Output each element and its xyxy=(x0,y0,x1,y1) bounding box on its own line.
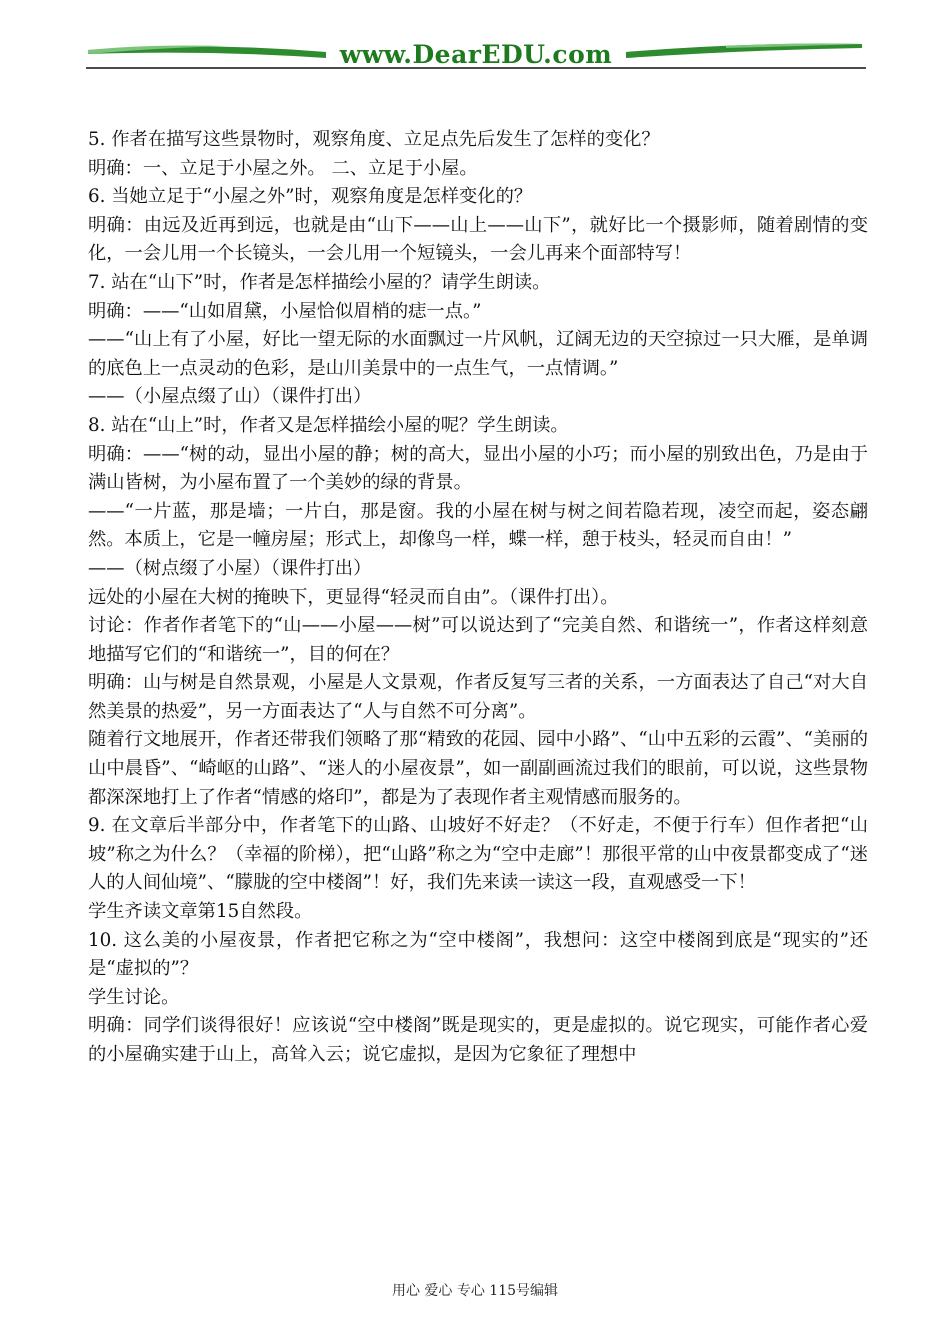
paragraph: 8. 站在“山上”时，作者又是怎样描绘小屋的呢？学生朗读。 xyxy=(88,414,569,436)
paragraph: 明确：——“山如眉黛，小屋恰似眉梢的痣一点。” xyxy=(88,300,482,322)
paragraph: 学生齐读文章第15自然段。 xyxy=(88,901,313,923)
paragraph: 10. 这么美的小屋夜景，作者把它称之为“空中楼阁”，我想问：这空中楼阁到底是“现实的”还是“虚拟的”？ xyxy=(88,929,868,980)
paragraph: 明确：一、立足于小屋之外。 二、立足于小屋。 xyxy=(88,157,478,179)
paragraph: 9. 在文章后半部分中，作者笔下的山路、山坡好不好走？（不好走，不便于行车）但作者把“山坡”称之为什么？（幸福的阶梯），把“山路”称之为“空中走廊”！那很平常的山中夜景都变成了“迷人的人间仙境”、“朦胧的空中楼阁”！好，我们先来读一读这一段，直观感受一下！ xyxy=(88,815,868,894)
paragraph: ——“一片蓝，那是墙；一片白，那是窗。我的小屋在树与树之间若隐若现，凌空而起，姿态翩然。本质上，它是一幢房屋；形式上，却像鸟一样，蝶一样，憩于枝头，轻灵而自由！” xyxy=(88,500,868,551)
paragraph: 学生讨论。 xyxy=(88,986,180,1008)
paragraph: 明确：山与树是自然景观，小屋是人文景观，作者反复写三者的关系，一方面表达了自己“对大自然美景的热爱”，另一方面表达了“人与自然不可分离”。 xyxy=(88,672,868,722)
paragraph: 随着行文地展开，作者还带我们领略了那“精致的花园、园中小路”、“山中五彩的云霞”、“美丽的山中晨昏”、“崎岖的山路”、“迷人的小屋夜景”，如一副副画流过我们的眼前，可以说，这些景物都深深地打上了作者“情感的烙印”，都是为了表现作者主观情感而服务的。 xyxy=(88,729,868,808)
paragraph: 远处的小屋在大树的掩映下，更显得“轻灵而自由”。（课件打出）。 xyxy=(88,586,619,608)
document-body xyxy=(88,126,868,1070)
site-logo: www.DearEDU.com xyxy=(339,40,613,69)
paragraph: 6. 当她立足于“小屋之外”时，观察角度是怎样变化的？ xyxy=(88,186,533,208)
paragraph: 明确：由远及近再到远，也就是由“山下——山上——山下”，就好比一个摄影师，随着剧情的变化，一会儿用一个长镜头，一会儿用一个短镜头，一会儿再来个面部特写！ xyxy=(88,214,868,265)
paragraph: 7. 站在“山下”时，作者是怎样描绘小屋的？请学生朗读。 xyxy=(88,271,551,293)
paragraph: ——（小屋点缀了山）（课件打出） xyxy=(88,386,372,408)
paragraph: 明确：同学们谈得很好！应该说“空中楼阁”既是现实的，更是虚拟的。说它现实，可能作者心爱的小屋确实建于山上，高耸入云；说它虚拟，是因为它象征了理想中 xyxy=(88,1015,868,1065)
paragraph: ——“山上有了小屋，好比一望无际的水面飘过一片风帆，辽阔无边的天空掠过一只大雁，是单调的底色上一点灵动的色彩，是山川美景中的一点生气，一点情调。” xyxy=(88,329,868,379)
paragraph: 明确：——“树的动，显出小屋的静；树的高大，显出小屋的小巧；而小屋的别致出色，乃是由于满山皆树，为小屋布置了一个美妙的绿的背景。 xyxy=(88,443,868,494)
paragraph: ——（树点缀了小屋）（课件打出） xyxy=(88,557,372,579)
paragraph: 5. 作者在描写这些景物时，观察角度、立足点先后发生了怎样的变化？ xyxy=(88,129,660,150)
page-footer: 用心 爱心 专心 115号编辑 xyxy=(391,1283,559,1299)
page-header xyxy=(86,36,866,74)
paragraph: 讨论：作者作者笔下的“山——小屋——树”可以说达到了“完美自然、和谐统一”，作者这样刻意地描写它们的“和谐统一”，目的何在？ xyxy=(88,615,868,665)
